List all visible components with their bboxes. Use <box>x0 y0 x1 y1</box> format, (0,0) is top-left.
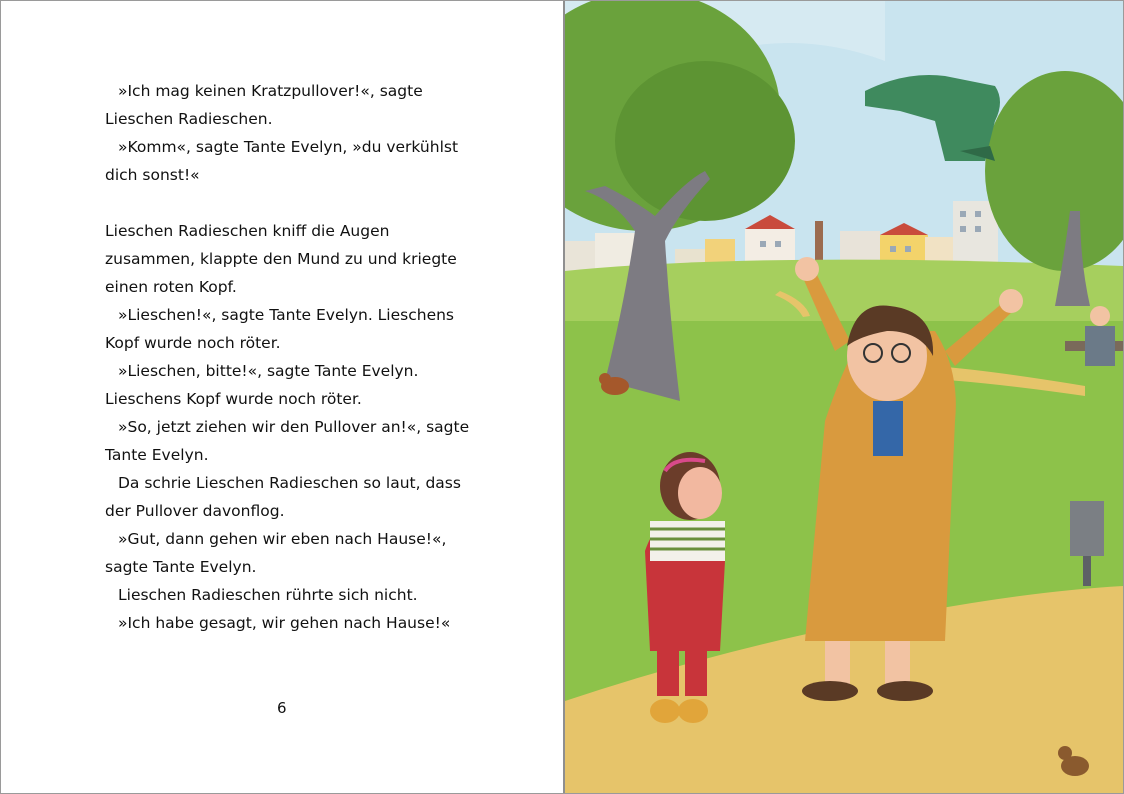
text-line: der Pullover davonflog. <box>105 502 285 520</box>
text-line: Lieschens Kopf wurde noch röter. <box>105 390 362 408</box>
left-page <box>1 1 563 793</box>
text-line: Lieschen Radieschen. <box>105 110 273 128</box>
text-line: einen roten Kopf. <box>105 278 237 296</box>
text-line: »So, jetzt ziehen wir den Pullover an!«, sagte <box>118 418 470 436</box>
text-line: »Gut, dann gehen wir eben nach Hause!«, <box>118 530 447 548</box>
text-line: »Ich habe gesagt, wir gehen nach Hause!« <box>118 614 451 632</box>
text-line: Tante Evelyn. <box>105 446 209 464</box>
page-number: 6 <box>277 699 287 717</box>
text-line: »Ich mag keinen Kratzpullover!«, sagte <box>118 82 423 100</box>
story-text <box>105 77 525 637</box>
text-line: dich sonst!« <box>105 166 200 184</box>
text-line: Lieschen Radieschen rührte sich nicht. <box>118 586 418 604</box>
text-line: »Lieschen, bitte!«, sagte Tante Evelyn. <box>118 362 419 380</box>
text-line: Kopf wurde noch röter. <box>105 334 281 352</box>
right-page <box>565 1 1123 793</box>
text-line: Da schrie Lieschen Radieschen so laut, dass <box>118 474 461 492</box>
text-line: »Lieschen!«, sagte Tante Evelyn. Lieschens <box>118 306 455 324</box>
text-line: sagte Tante Evelyn. <box>105 558 257 576</box>
text-line: »Komm«, sagte Tante Evelyn, »du verkühlst <box>118 138 459 156</box>
text-line: zusammen, klappte den Mund zu und kriegte <box>105 250 457 268</box>
text-line: Lieschen Radieschen kniff die Augen <box>105 222 390 240</box>
park-illustration <box>565 1 1123 793</box>
paragraph-gap <box>105 189 525 217</box>
